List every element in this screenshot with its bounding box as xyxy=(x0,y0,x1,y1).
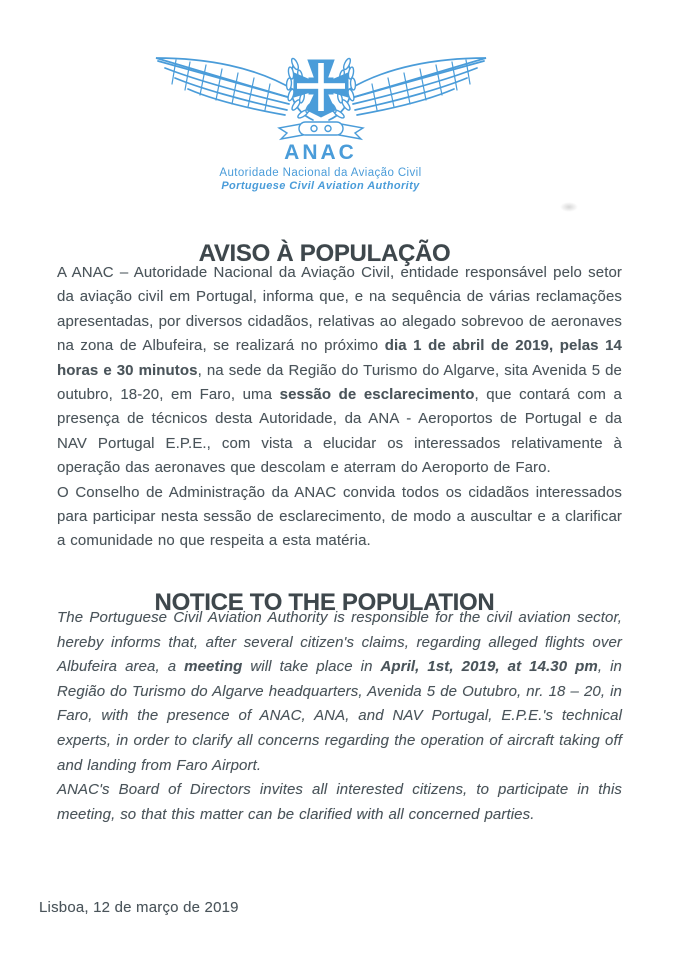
text-run: The Portuguese Civil Aviation Authority is responsible for the civil aviation sector, hereby informs that, after several citizen's claims, regarding alleged flights over Albufeira area, a xyxy=(57,609,622,676)
text-run: , in Região do Turismo do Algarve headquarters, Avenida 5 de Outubro, nr. 18 – 20, in Faro, with the presence of ANAC, ANA, and NAV Portugal, E.P.E.'s technical experts, in order to clarify all concerns regarding the operation of aircraft taking off and landing from Faro Airport. xyxy=(57,658,622,774)
scan-artifact xyxy=(560,202,578,212)
left-wing-icon xyxy=(156,58,294,115)
anac-logo xyxy=(0,54,660,192)
logo-acronym: ANAC xyxy=(284,141,357,164)
emphasized-text: meeting xyxy=(184,658,243,676)
text-run: A ANAC – Autoridade Nacional da Aviação Civil, entidade responsável pelo setor da aviação civil em Portugal, informa que, e na sequência de várias reclamações apresentadas, por diversos cidadãos, relativas ao alegado sobrevoo de aeronaves na zona de Albufeira, se realizará no próximo xyxy=(57,264,622,355)
notice-body-en xyxy=(57,606,622,827)
paragraph-pt-1 xyxy=(57,261,622,481)
text-run: O Conselho de Administração da ANAC convida todos os cidadãos interessados para participar nesta sessão de esclarecimento, de modo a auscultar e a clarificar a comunidade no que respeita a esta matéria. xyxy=(57,483,622,550)
dateline: Lisboa, 12 de março de 2019 xyxy=(39,899,239,916)
emphasized-text: April, 1st, 2019, at 14.30 pm xyxy=(380,658,598,676)
notice-title-pt: AVISO À POPULAÇÃO xyxy=(198,240,451,268)
emphasized-text: dia 1 de abril de 2019, pelas 14 horas e 30 minutos xyxy=(57,337,623,379)
notice-body-pt xyxy=(57,261,622,554)
ribbon-bow-icon xyxy=(279,122,363,139)
text-run: ANAC's Board of Directors invites all interested citizens, to participate in this meeting, so that this matter can be clarified with all concerned parties. xyxy=(57,781,622,823)
notice-title-en: NOTICE TO THE POPULATION xyxy=(154,588,495,616)
text-run: , que contará com a presença de técnicos desta Autoridade, da ANA - Aeroportos de Portugal e da NAV Portugal E.P.E., com vista a elucidar os interessados relativamente à operação das aeronaves que descolam e aterram do Aeroporto de Faro. xyxy=(57,386,622,477)
logo-org-name-pt: Autoridade Nacional da Aviação Civil xyxy=(219,167,422,179)
right-wing-icon xyxy=(348,58,486,115)
logo-org-name-en: Portuguese Civil Aviation Authority xyxy=(221,180,420,192)
paragraph-pt-2 xyxy=(57,481,622,554)
text-run: will take place in xyxy=(242,658,381,676)
order-of-christ-cross-icon xyxy=(294,60,348,117)
paragraph-en-1 xyxy=(57,606,622,778)
paragraph-en-2 xyxy=(57,778,622,827)
anac-winged-cross-emblem xyxy=(151,54,491,142)
text-run: , na sede da Região do Turismo do Algarve, sita Avenida 5 de outubro, 18-20, em Faro, uma xyxy=(57,361,622,404)
emphasized-text: sessão de esclarecimento xyxy=(279,386,475,404)
